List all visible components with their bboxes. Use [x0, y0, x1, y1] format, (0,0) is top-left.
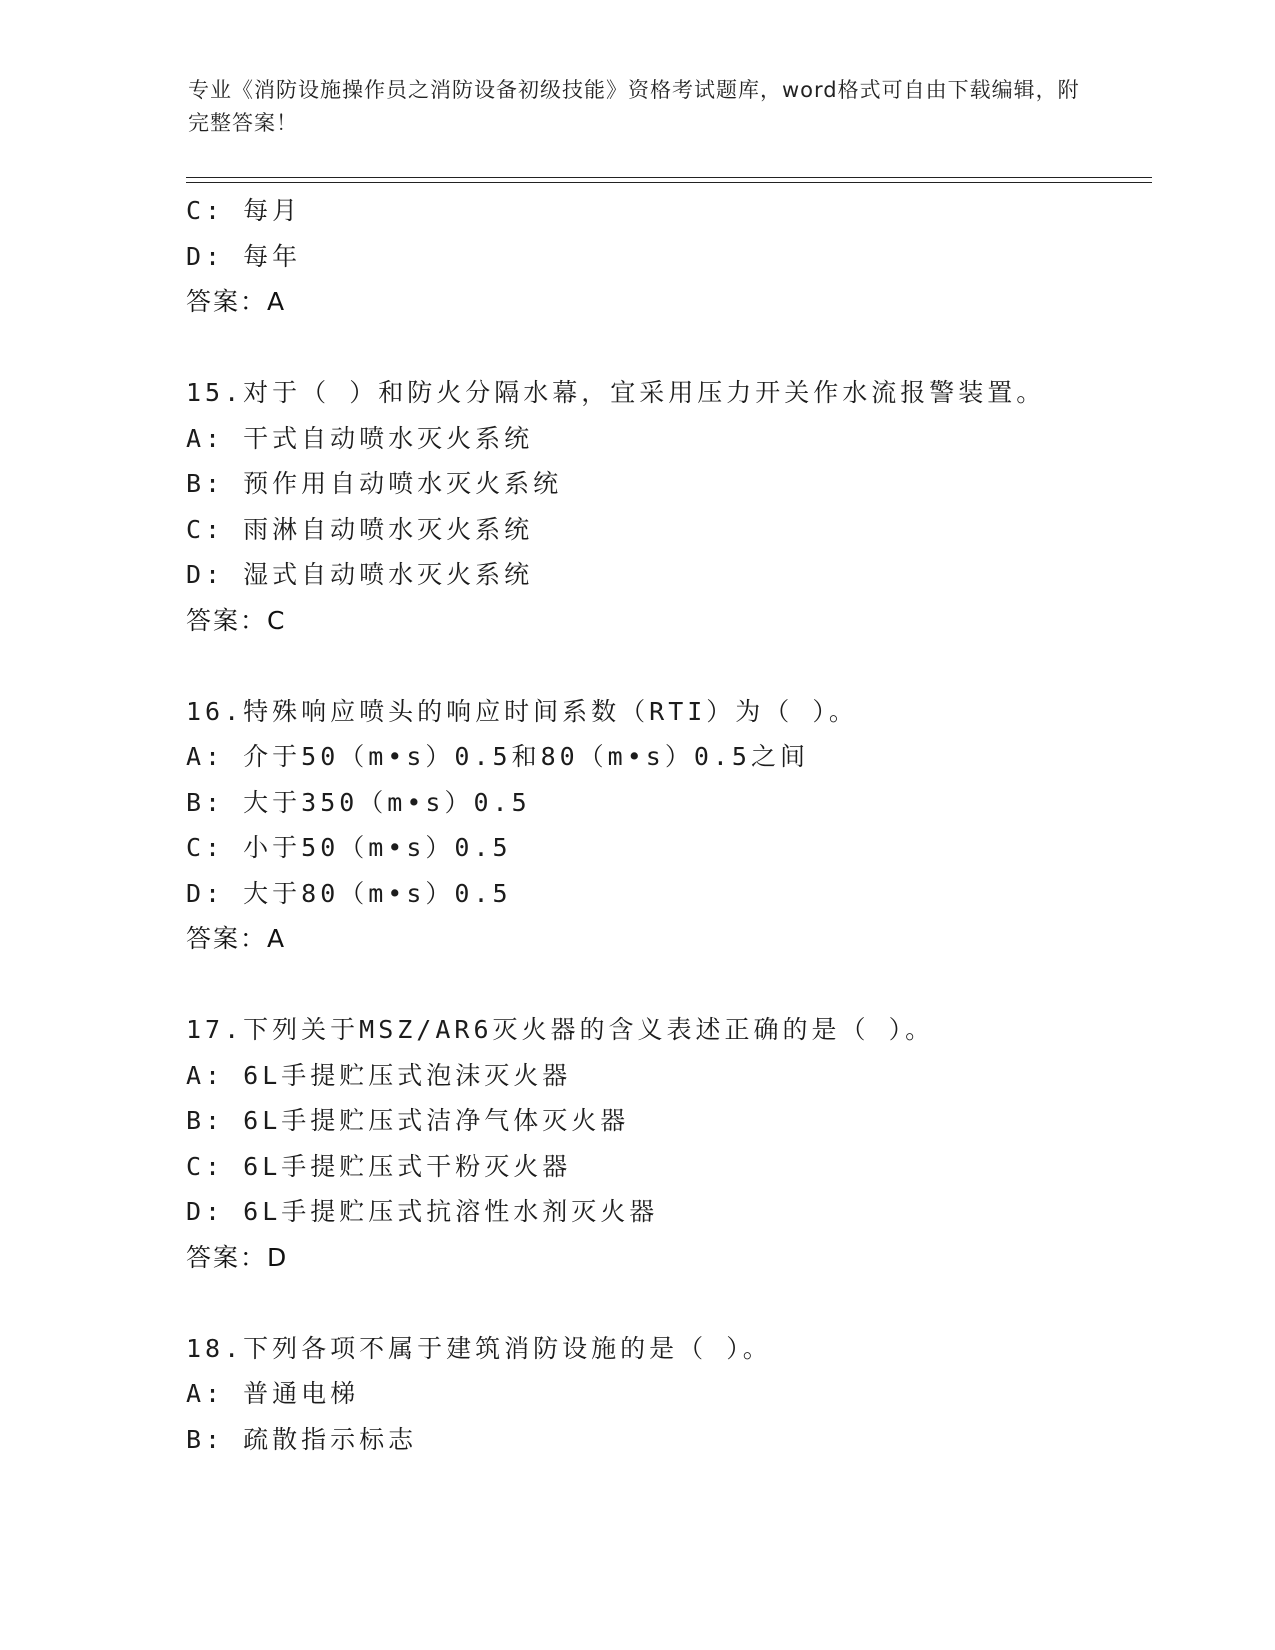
option-a: A: 介于50（m•s）0.5和80（m•s）0.5之间	[186, 742, 809, 771]
question-stem: 17.下列关于MSZ/AR6灭火器的含义表述正确的是（ ）。	[186, 1015, 935, 1044]
option-a: A: 干式自动喷水灭火系统	[186, 423, 534, 453]
option-b: B: 预作用自动喷水灭火系统	[186, 469, 563, 498]
question-16	[186, 689, 1152, 963]
option-b: B: 大于350（m•s）0.5	[186, 787, 531, 817]
header-divider-bottom	[186, 182, 1152, 183]
option-c: C: 小于50（m•s）0.5	[186, 833, 512, 862]
answer-line: 答案：A	[186, 924, 287, 953]
question-14-continuation	[186, 188, 1152, 325]
question-stem: 15.对于（ ）和防火分隔水幕，宜采用压力开关作水流报警装置。	[186, 378, 1046, 407]
answer-line: 答案：C	[186, 605, 287, 635]
option-d: D: 大于80（m•s）0.5	[186, 878, 512, 908]
option-d: D: 湿式自动喷水灭火系统	[186, 560, 534, 589]
question-stem: 16.特殊响应喷头的响应时间系数（RTI）为（ ）。	[186, 696, 858, 726]
question-18	[186, 1326, 1152, 1463]
document-header: 专业《消防设施操作员之消防设备初级技能》资格考试题库，word格式可自由下载编辑，附完整答案！	[188, 78, 1080, 135]
answer-line: 答案：D	[186, 1242, 289, 1272]
option-d: D: 每年	[186, 241, 302, 271]
option-a: A: 6L手提贮压式泡沫灭火器	[186, 1060, 572, 1090]
answer-line: 答案：A	[186, 287, 287, 316]
option-b: B: 6L手提贮压式洁净气体灭火器	[186, 1106, 630, 1135]
document-body	[186, 188, 1152, 1462]
header-divider-top	[186, 177, 1152, 178]
question-17	[186, 1007, 1152, 1281]
option-c: C: 6L手提贮压式干粉灭火器	[186, 1151, 572, 1181]
option-a: A: 普通电梯	[186, 1379, 360, 1408]
question-15	[186, 370, 1152, 644]
question-stem: 18.下列各项不属于建筑消防设施的是（ ）。	[186, 1333, 772, 1363]
option-d: D: 6L手提贮压式抗溶性水剂灭火器	[186, 1197, 659, 1226]
option-c: C: 每月	[186, 196, 302, 225]
option-b: B: 疏散指示标志	[186, 1424, 418, 1454]
option-c: C: 雨淋自动喷水灭火系统	[186, 514, 534, 544]
